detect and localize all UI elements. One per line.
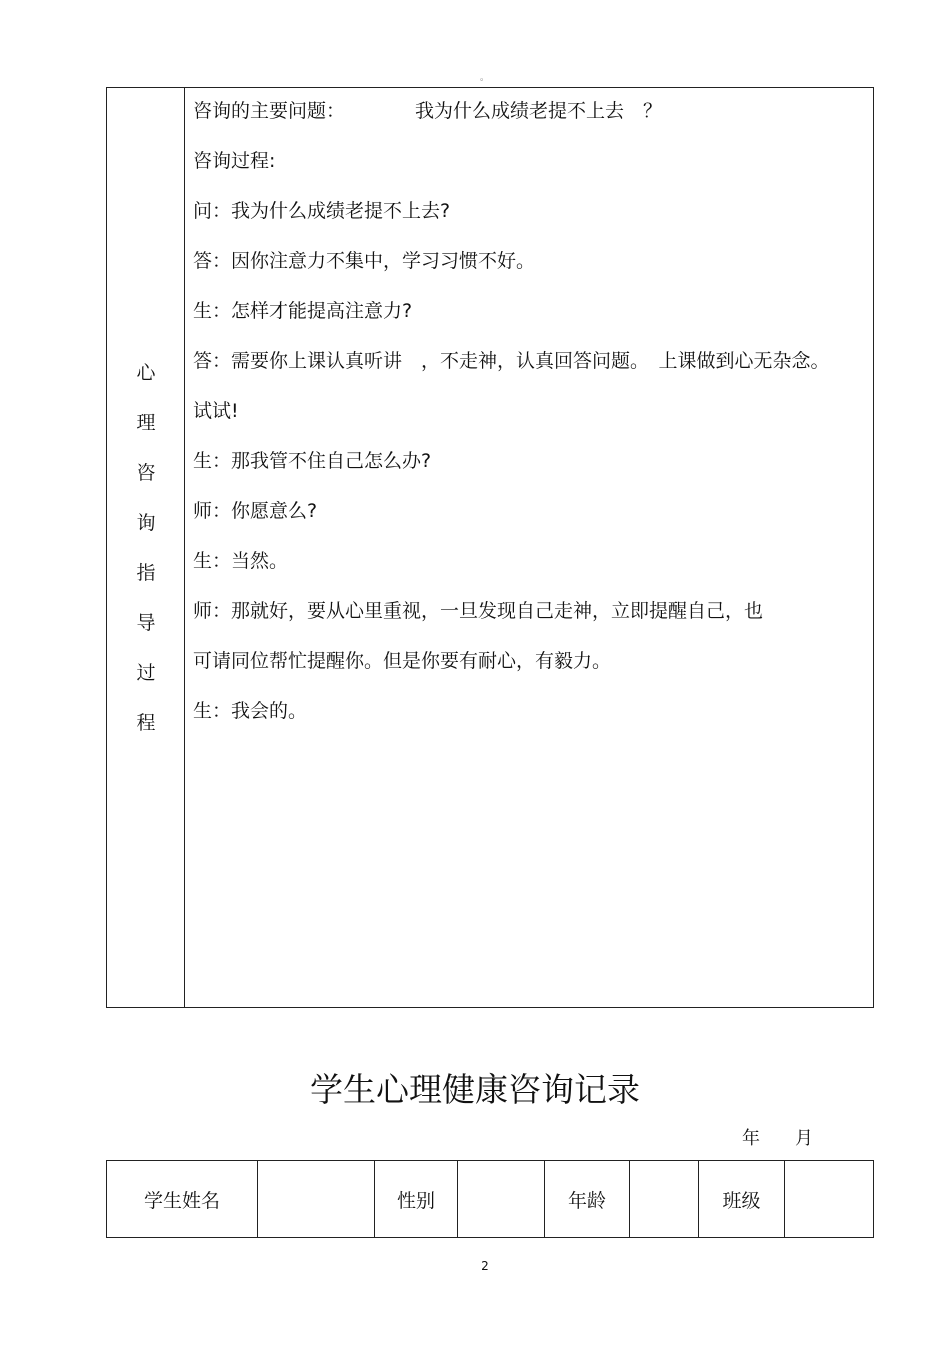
main-question-label: 咨询的主要问题：: [193, 100, 346, 122]
header-dot: 。: [480, 73, 490, 83]
dialogue-line: 师：那就好，要从心里重视，一旦发现自己走神，立即提醒自己，也: [193, 600, 764, 622]
section-label-char: 过: [136, 662, 156, 684]
dialogue-line: 生：那我管不住自己怎么办?: [193, 450, 432, 472]
main-question-row: [193, 96, 867, 146]
class-label: 班级: [699, 1161, 785, 1237]
name-field[interactable]: [258, 1161, 375, 1237]
gender-label: 性别: [375, 1161, 458, 1237]
section-label-char: 理: [136, 412, 156, 434]
name-label: 学生姓名: [107, 1161, 258, 1237]
class-field[interactable]: [785, 1161, 873, 1237]
dialogue-line: 生：当然。: [193, 550, 289, 572]
date-year-label: 年: [742, 1128, 760, 1149]
gender-field[interactable]: [458, 1161, 545, 1237]
section-label-column: [107, 88, 185, 1007]
dialogue-line: 答：因你注意力不集中，学习习惯不好。: [193, 250, 536, 272]
date-month-label: 月: [795, 1128, 813, 1149]
process-label: 咨询过程:: [193, 150, 276, 172]
student-info-table: [106, 1160, 874, 1238]
page-number: 2: [481, 1259, 489, 1273]
section-label-char: 指: [136, 562, 156, 584]
dialogue-line: 生：怎样才能提高注意力?: [193, 300, 413, 322]
dialogue-line: 师：你愿意么?: [193, 500, 318, 522]
section-label-char: 咨: [136, 462, 156, 484]
age-label: 年龄: [545, 1161, 630, 1237]
section-label: [107, 360, 185, 760]
counseling-process-table: [106, 87, 874, 1008]
dialogue-line: 生：我会的。: [193, 700, 308, 722]
section-label-char: 导: [136, 612, 156, 634]
section-label-char: 心: [136, 362, 156, 384]
counseling-content: [193, 96, 867, 746]
dialogue-line: 试试!: [193, 400, 239, 422]
dialogue-line: 问：我为什么成绩老提不上去?: [193, 200, 451, 222]
age-field[interactable]: [630, 1161, 699, 1237]
dialogue-line: 答：需要你上课认真听讲 ，不走神，认真回答问题。 上课做到心无杂念。: [193, 350, 830, 372]
section-label-char: 询: [136, 512, 156, 534]
record-title: 学生心理健康咨询记录: [310, 1070, 640, 1109]
dialogue-line: 可请同位帮忙提醒你。但是你要有耐心，有毅力。: [193, 650, 612, 672]
section-label-char: 程: [136, 712, 156, 734]
main-question-text: 我为什么成绩老提不上去 ？: [415, 100, 663, 122]
